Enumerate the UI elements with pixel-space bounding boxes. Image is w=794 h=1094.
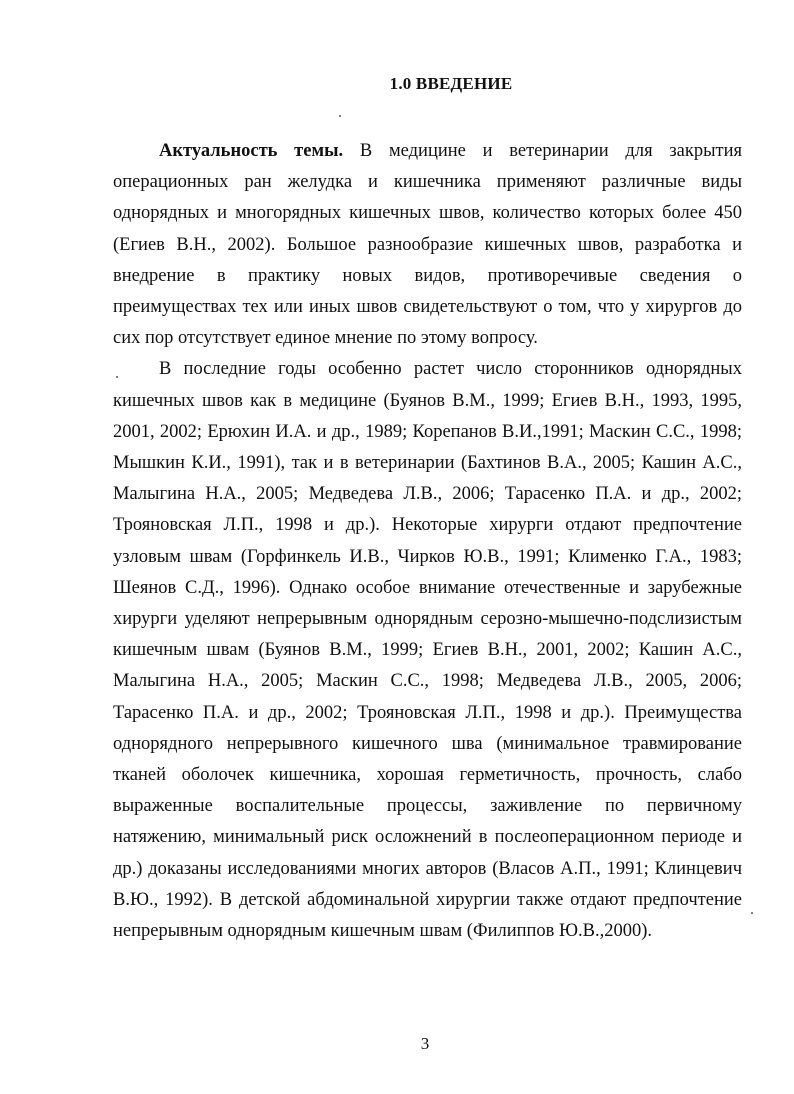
paragraph-lead: Актуальность темы. [159,141,344,161]
body-text [113,136,742,947]
page-number: 3 [420,1034,430,1053]
scan-speck [116,376,118,378]
paragraph-supporters [113,354,742,947]
scan-speck [751,912,753,914]
paragraph-text: В последние годы особенно растет число сторонников однорядных кишечных швов как в медицине (Буянов В.М., 1999; Егиев В.Н., 1993, 1995, 2001, 2002; Ерюхин И.А. и др., 1989; Корепанов В.И.,1991; Маскин С.С., 1998; Мышкин К.И., 1991), так и в ветеринарии (Бахтинов В.А., 2005; Кашин А.С., Малыгина Н.А., 2005; Медведева Л.В., 2006; Тарасенко П.А. и др., 2002; Трояновская Л.П., 1998 и др.). Некоторые хирурги отдают предпочтение узловым швам (Горфинкель И.В., Чирков Ю.В., 1991; Клименко Г.А., 1983; Шеянов С.Д., 1996). Однако особое внимание отечественные и зарубежные хирурги уделяют непрерывным однорядным серозно-мышечно-подслизистым кишечным швам (Буянов В.М., 1999; Егиев В.Н., 2001, 2002; Кашин А.С., Малыгина Н.А., 2005; Маскин С.С., 1998; Медведева Л.В., 2005, 2006; Тарасенко П.А. и др., 2002; Трояновская Л.П., 1998 и др.). Преимущества однорядного непрерывного кишечного шва (минимальное травмирование тканей оболочек кишечника, хорошая герметичность, прочность, слабо выраженные воспалительные процессы, заживление по первичному натяжению, минимальный риск осложнений в послеоперационном периоде и др.) доказаны исследованиями многих авторов (Власов А.П., 1991; Клинцевич В.Ю., 1992). В детской абдоминальной хирургии также отдают предпочтение непрерывным однорядным кишечным швам (Филиппов Ю.В.,2000). [113,359,742,942]
scan-speck [339,115,341,117]
paragraph-text: В медицине и ветеринарии для закрытия операционных ран желудка и кишечника применяют различные виды однорядных и многорядных кишечных швов, количество которых более 450 (Егиев В.Н., 2002). Большое разнообразие кишечных швов, разработка и внедрение в практику новых видов, противоречивые сведения о преимуществах тех или иных швов свидетельствуют о том, что у хирургов до сих пор отсутствует единое мнение по этому вопросу. [113,141,743,349]
section-heading: 1.0 ВВЕДЕНИЕ [389,74,513,93]
paragraph-relevance [113,136,742,354]
